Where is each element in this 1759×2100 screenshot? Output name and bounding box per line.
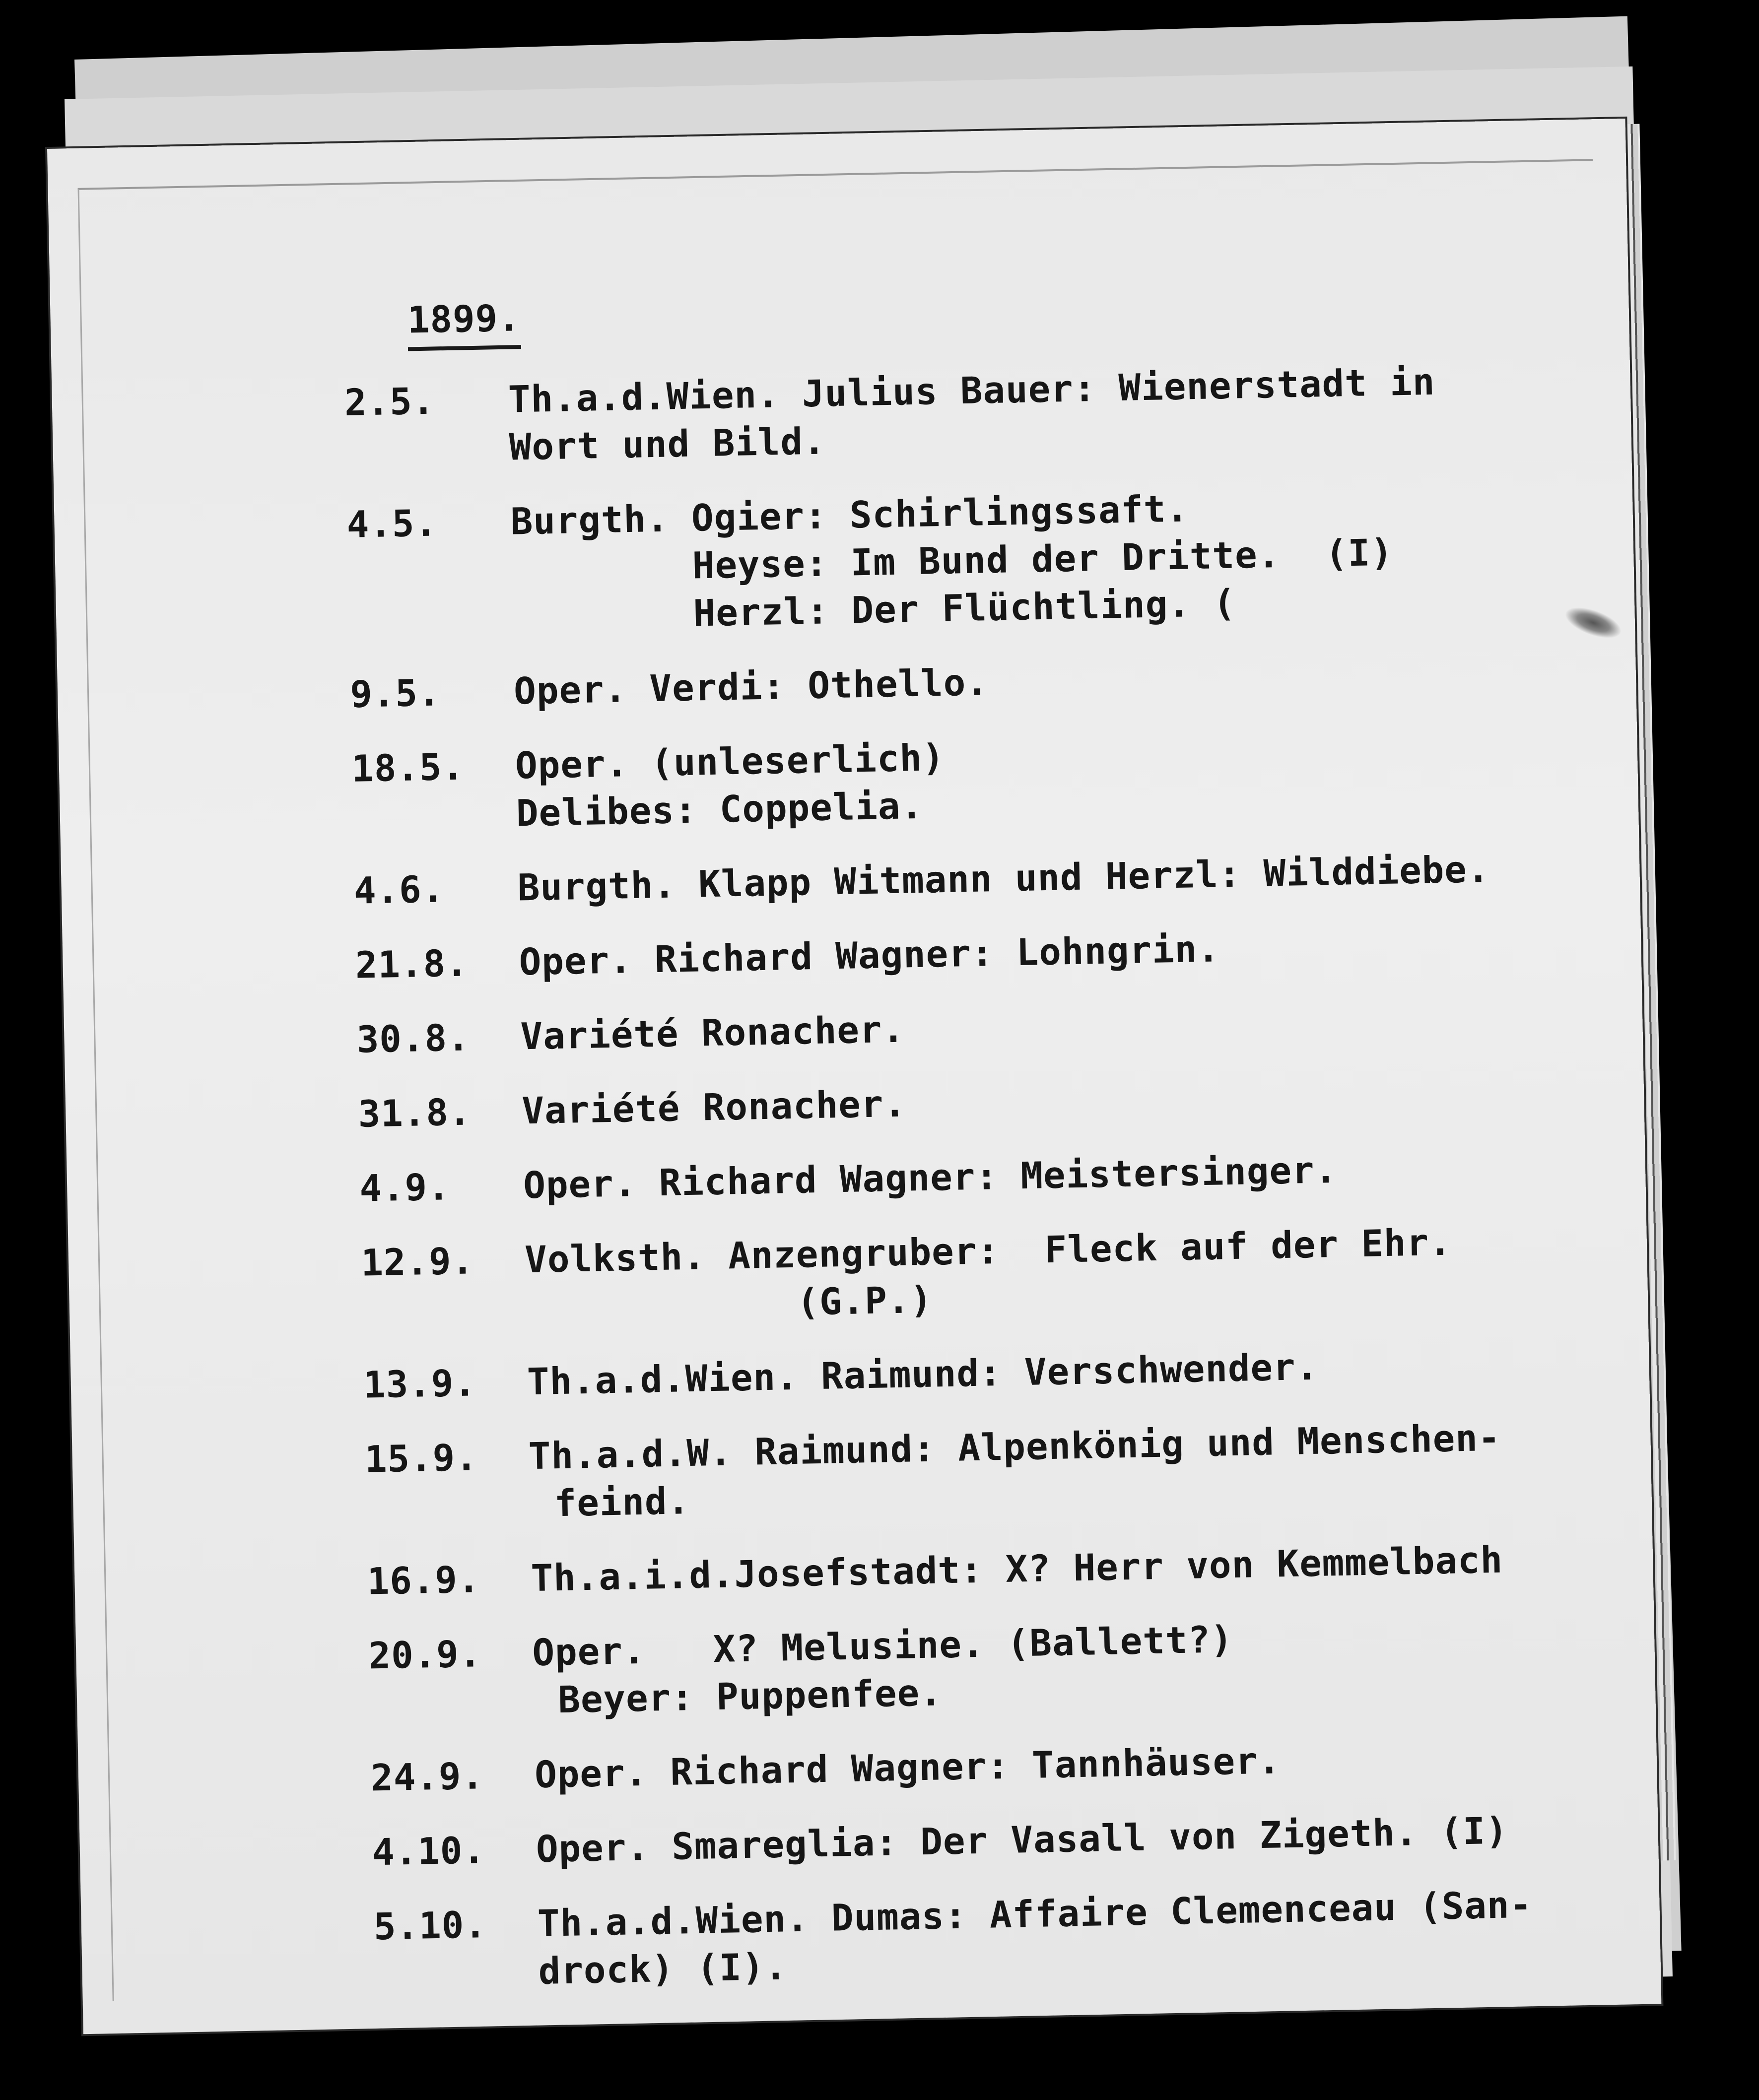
entry-date: 18.5.	[351, 745, 465, 790]
entry-text: Heyse: Im Bund der Dritte. (I)	[511, 531, 1394, 591]
entry-text: Oper. Richard Wagner: Meistersinger.	[523, 1148, 1338, 1207]
entry-text: (G.P.)	[525, 1278, 933, 1329]
entry-text: Delibes: Coppelia.	[516, 784, 924, 835]
entry-text: Oper. Richard Wagner: Lohngrin.	[518, 927, 1220, 984]
list-item	[351, 720, 1668, 841]
entry-text: Th.a.d.Wien. Dumas: Affaire Clemenceau (San-	[537, 1883, 1533, 1946]
entry-text: Oper. Richard Wagner: Tannhäuser.	[534, 1739, 1281, 1797]
entry-text: Burgth. Klapp Witmann und Herzl: Wilddiebe.	[517, 848, 1490, 910]
entry-date: 5.10.	[373, 1903, 487, 1949]
list-item	[344, 354, 1661, 474]
typed-list	[342, 272, 1690, 1998]
entry-date: 15.9.	[364, 1436, 478, 1481]
list-item	[353, 842, 1669, 915]
entry-date: 13.9.	[363, 1362, 477, 1407]
entry-date: 20.9.	[368, 1633, 482, 1678]
entry-date: 31.8.	[357, 1091, 472, 1136]
list-item	[364, 1411, 1681, 1531]
entry-text: Th.a.d.W. Raimund: Alpenkönig und Menschen-	[528, 1416, 1501, 1478]
list-item	[359, 1140, 1675, 1213]
entry-text: Oper. (unleserlich)	[515, 736, 946, 788]
entry-text: Burgth. Ogier: Schirlingssaft.	[510, 487, 1189, 543]
entry-text: feind.	[553, 1480, 690, 1525]
entry-date: 30.8.	[356, 1016, 471, 1061]
entry-text: Beyer: Puppenfee.	[557, 1671, 943, 1722]
entry-text: Variété Ronacher.	[520, 1008, 905, 1058]
entry-text: Th.a.d.Wien. Julius Bauer: Wienerstadt in	[508, 360, 1436, 421]
list-item	[358, 1065, 1674, 1138]
year-heading-text: 1899.	[407, 294, 521, 351]
entry-text: Th.a.d.Wien. Raimund: Verschwender.	[527, 1345, 1319, 1404]
list-item	[355, 917, 1671, 989]
entry-date: 4.6.	[353, 868, 445, 913]
list-item	[356, 991, 1672, 1064]
entry-date: 16.9.	[366, 1558, 481, 1603]
entry-text: Th.a.i.d.Josefstadt: X? Herr von Kemmelbach	[530, 1538, 1503, 1600]
entry-text: Oper. X? Melusine. (Ballett?)	[532, 1618, 1234, 1675]
entry-text: Herzl: Der Flüchtling. (	[512, 582, 1236, 639]
list-item	[360, 1214, 1677, 1335]
list-item	[363, 1336, 1679, 1409]
entry-text: Volksth. Anzengruber: Fleck auf der Ehr.	[524, 1221, 1452, 1282]
entry-date: 12.9.	[360, 1240, 474, 1285]
entry-text: Variété Ronacher.	[521, 1082, 907, 1133]
entry-text: Oper. Smareglia: Der Vasall von Zigeth. (I)	[536, 1809, 1509, 1871]
entry-date: 24.9.	[370, 1755, 484, 1800]
entry-date: 2.5.	[344, 380, 436, 424]
entry-text: Oper. Verdi: Othello.	[513, 661, 989, 713]
entry-text: Wort und Bild.	[509, 420, 826, 469]
list-item	[368, 1607, 1685, 1728]
entry-date: 9.5.	[349, 671, 441, 716]
entry-date: 4.10.	[372, 1829, 486, 1874]
list-item	[367, 1533, 1683, 1606]
list-item	[370, 1729, 1686, 1802]
list-item	[349, 646, 1665, 719]
entry-date: 4.5.	[346, 502, 438, 546]
list-item	[346, 476, 1664, 644]
entry-date: 21.8.	[355, 942, 469, 987]
entry-date: 4.9.	[359, 1166, 451, 1210]
list-item	[372, 1804, 1688, 1877]
entry-text: drock) (I).	[538, 1945, 788, 1993]
